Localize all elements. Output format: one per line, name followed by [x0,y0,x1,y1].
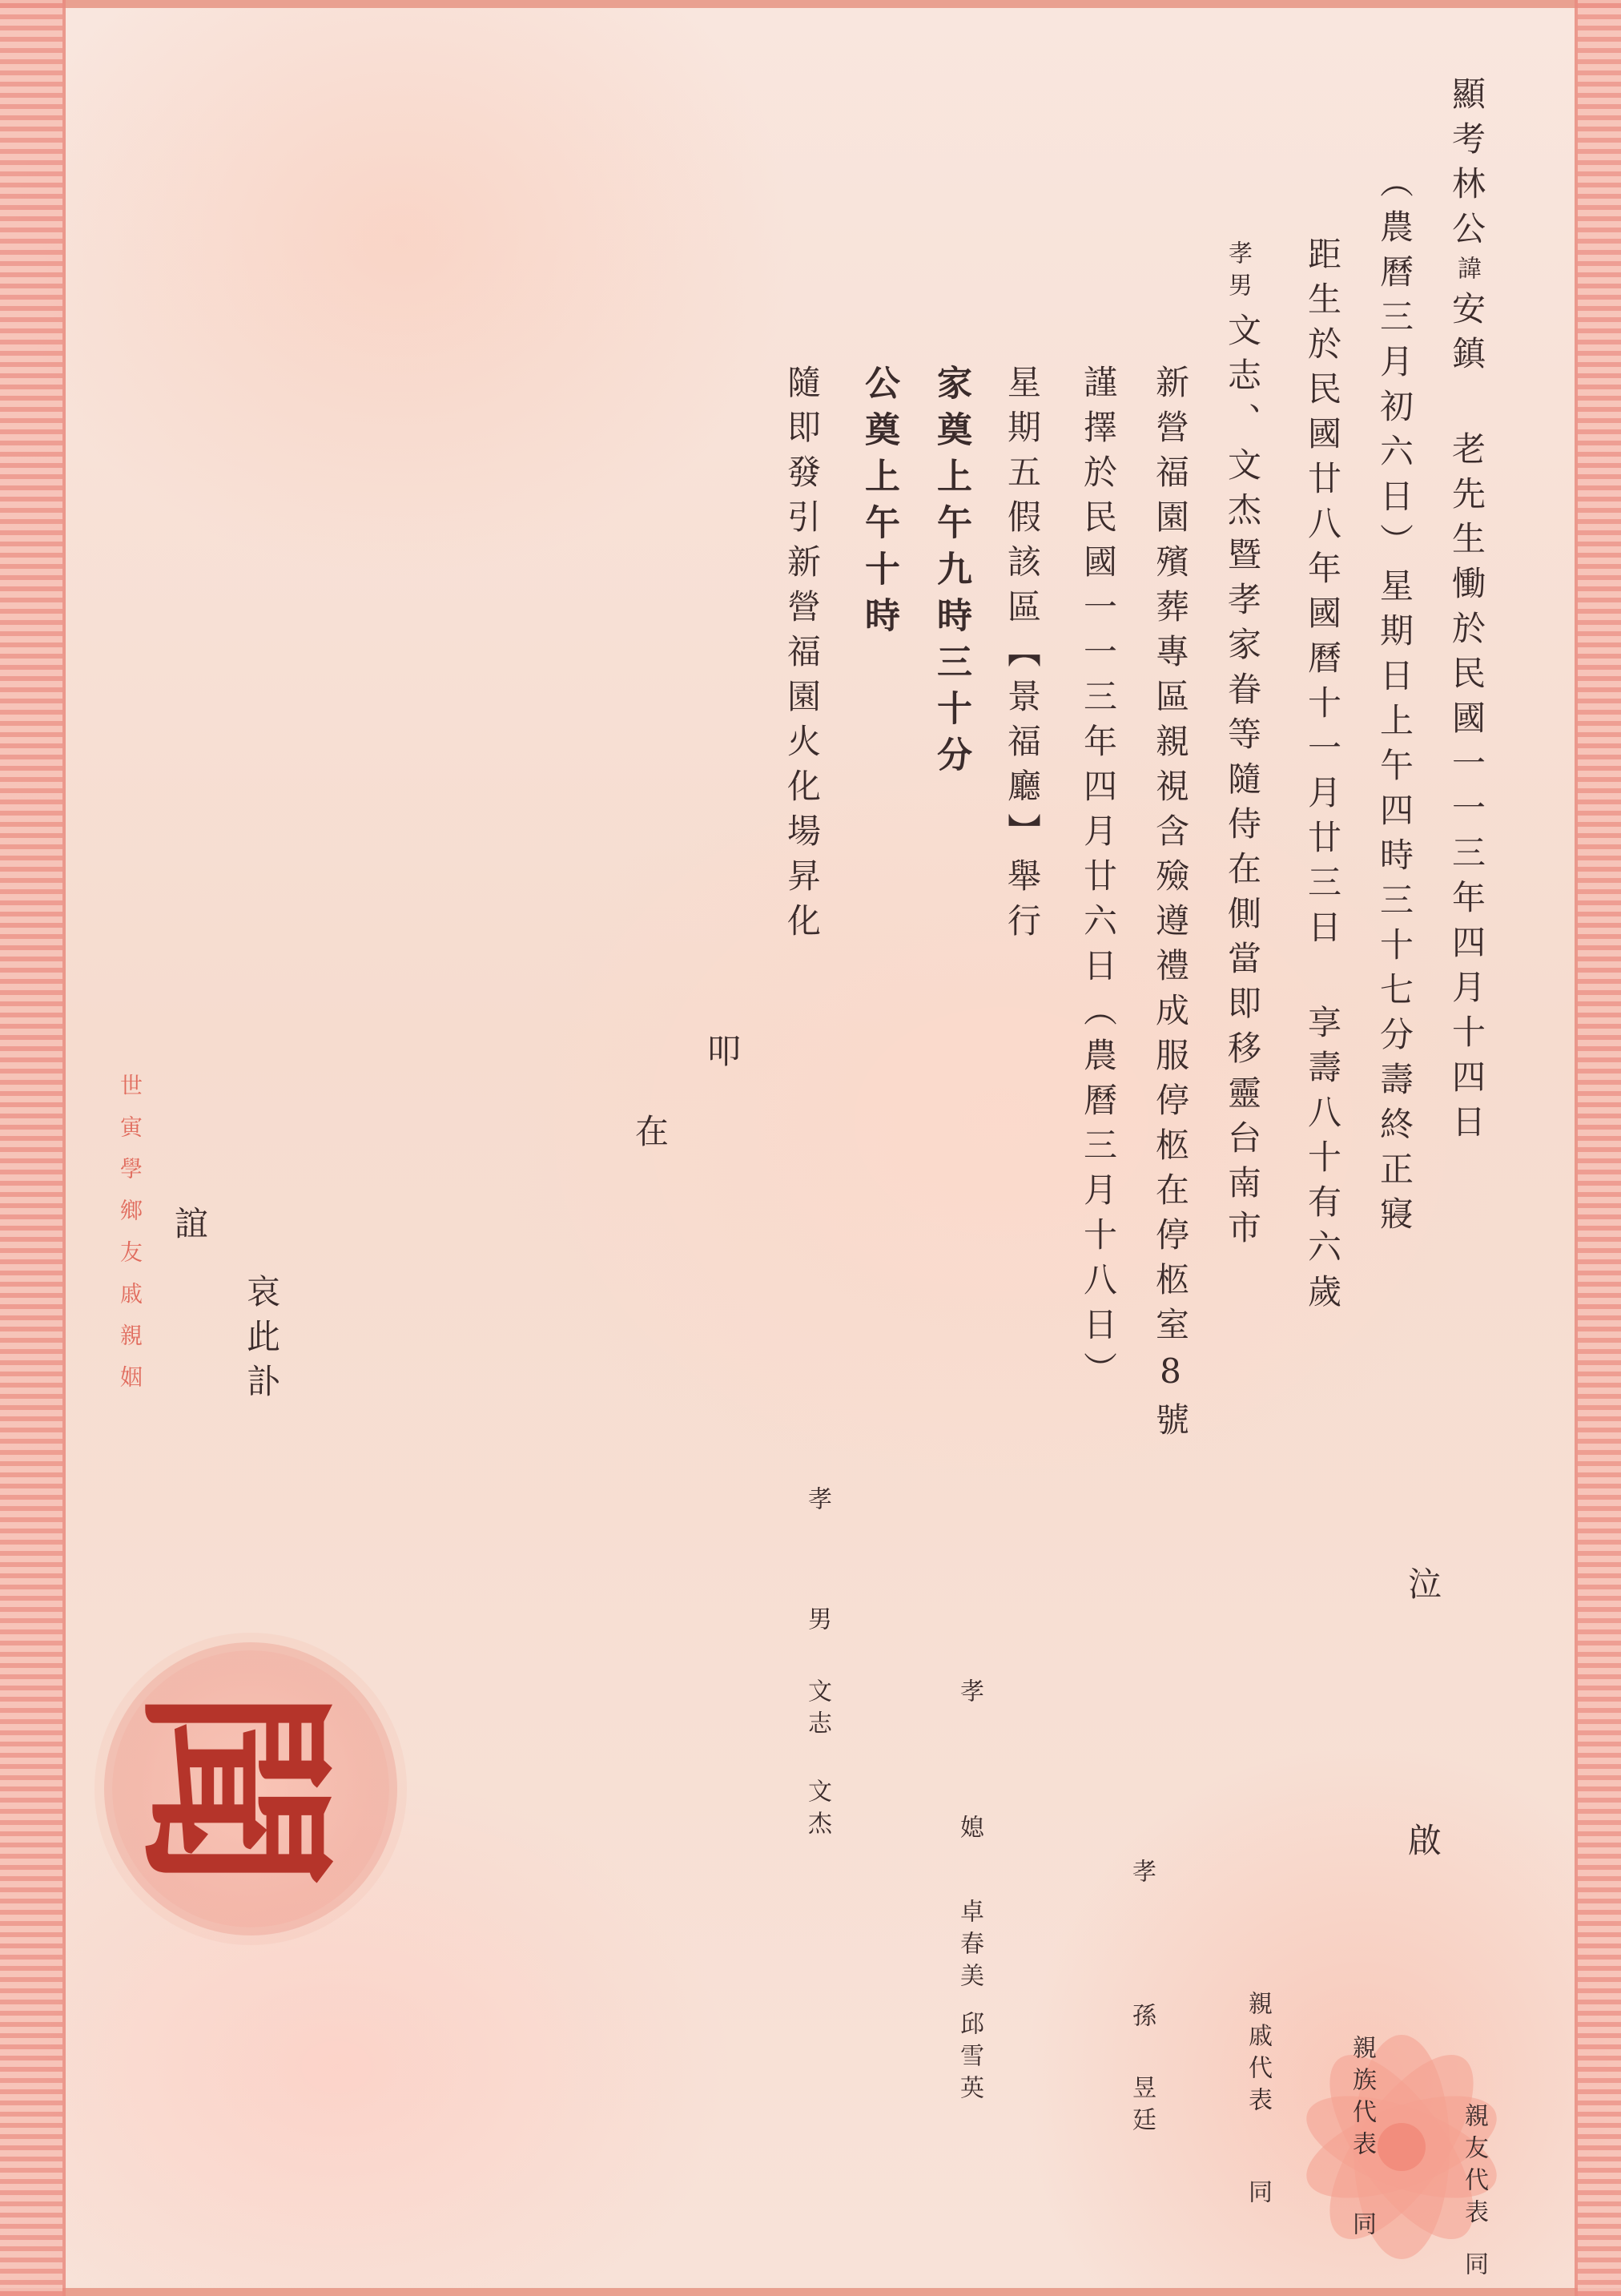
sig-son-role: 男 [803,1606,831,1638]
sig-son-label: 孝 [803,1486,831,1518]
sig-dil-role: 媳 [955,1815,983,1847]
notice-col-10-kou: 叩 [702,1033,742,1078]
right-floral-border [1575,0,1621,2296]
rep-friends-same: 同 [1460,2251,1488,2283]
rep-friends-label: 親友代表 [1460,2103,1488,2231]
notice-col-8: 家奠上午九時三十分 [931,365,971,783]
left-floral-border [0,0,66,2296]
seal-emblem [112,1650,389,1927]
notice-col-3-small: 孝男 [1224,240,1252,304]
sig-dil-label: 孝 [955,1678,983,1710]
sig-respect: 啟 [1403,1823,1442,1867]
rep-clan-label: 親族代表 [1348,2035,1376,2163]
notice-col-1 [1447,76,1486,1149]
notice-col-1-a: 顯考林公 [1447,76,1486,256]
notice-col-3 [1303,236,1342,1319]
seal-character: 聞 [117,1689,352,1889]
rep-clan-same: 同 [1348,2211,1376,2243]
sig-dil-name-1: 卓春美 [955,1899,983,1995]
bottom-border [0,2288,1621,2296]
notice-col-1-b: 安鎮 老先生慟於民國一一三年四月十四日 [1447,291,1486,1149]
notice-col-6: 謹擇於民國一一三年四月廿六日（農曆三月十八日） [1079,365,1118,1396]
sig-weeping: 泣 [1403,1566,1442,1611]
sig-son-name-2: 文杰 [803,1778,831,1843]
notice-col-10-zai: 在 [630,1114,670,1158]
notice-col-7: 星期五假該區【景福廳】舉行 [1003,365,1042,948]
lotus-flower-decoration [1233,1955,1570,2275]
notice-col-3-a: 距生於民國廿八年國曆十一月廿三日 享壽八十有六歲 [1303,236,1342,1319]
notice-col-4: 文志、文杰暨孝家眷等隨侍在側當即移靈台南市 [1223,312,1262,1255]
sig-dil-name-2: 邱雪英 [955,2011,983,2107]
top-border [0,0,1621,8]
header-line: 世寅學鄉友戚親姻 [117,1073,143,1407]
sig-gs-role: 孫 [1128,2003,1156,2035]
notice-col-10: 隨即發引新營福園火化場昇化 [782,365,822,948]
notice-col-9: 公奠上午十時 [859,365,899,643]
sig-son-name-1: 文志 [803,1678,831,1742]
rep-relatives-label: 親戚代表 [1244,1991,1272,2119]
closing-col-1: 誼 [170,1206,209,1251]
notice-col-1-small: 諱 [1453,256,1481,291]
notice-col-5: 新營福園殯葬專區親視含殮遵禮成服停柩在停柩室8號 [1151,365,1190,1447]
sig-gs-name: 昱廷 [1128,2075,1156,2139]
notice-col-2: （農曆三月初六日）星期日上午四時三十七分壽終正寢 [1375,164,1414,1241]
sig-gs-label: 孝 [1128,1859,1156,1891]
rep-relatives-same: 同 [1244,2179,1272,2211]
closing-col-2: 哀此訃 [242,1274,281,1408]
